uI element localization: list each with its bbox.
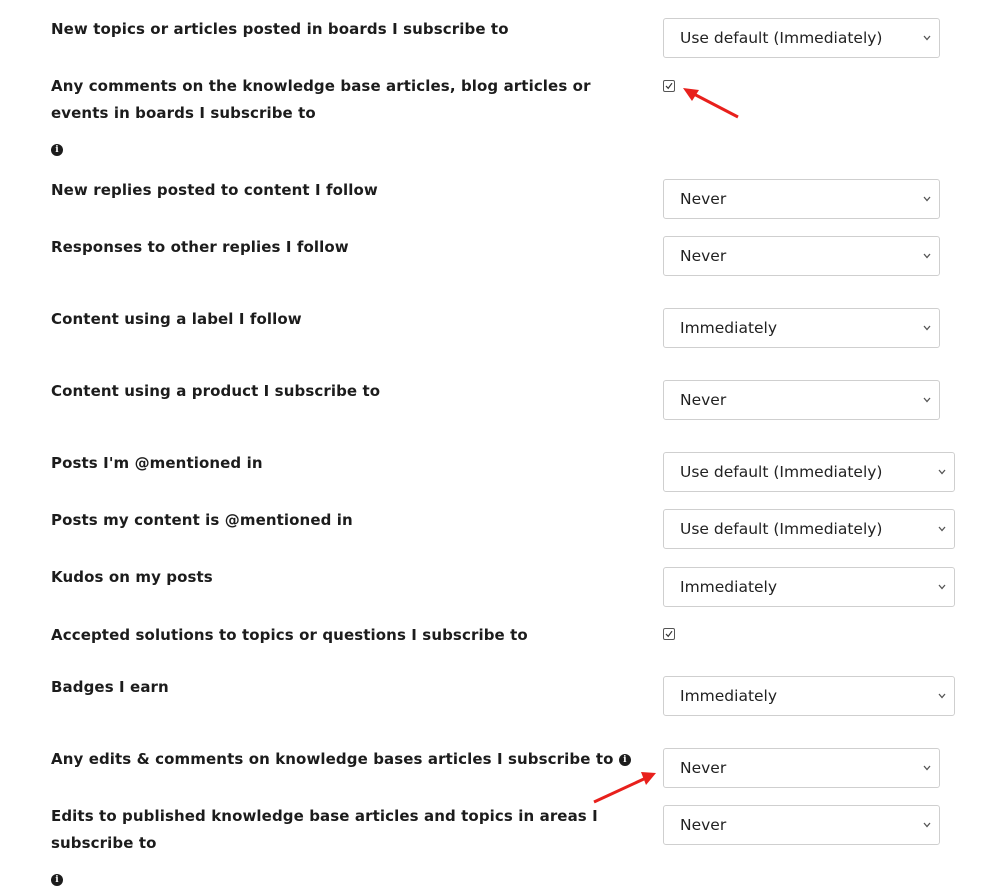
- kb-comments-label: [51, 73, 591, 127]
- kudos-label: Kudos on my posts: [51, 568, 213, 586]
- accepted-solutions-label: Accepted solutions to topics or questions I subscribe to: [51, 626, 528, 644]
- new-replies-select-value: Never: [680, 190, 727, 208]
- published-edits-label-line1: Edits to published knowledge base articles and topics in areas I: [51, 807, 598, 825]
- kb-comments-checkbox[interactable]: [663, 80, 675, 92]
- kb-edits-select-value: Never: [680, 759, 727, 777]
- chevron-down-icon: [923, 35, 931, 41]
- chevron-down-icon: [938, 584, 946, 590]
- chevron-down-icon: [923, 822, 931, 828]
- content-mentioned-label: Posts my content is @mentioned in: [51, 511, 353, 529]
- chevron-down-icon: [923, 196, 931, 202]
- chevron-down-icon: [923, 765, 931, 771]
- kb-edits-label: [51, 746, 631, 773]
- kb-comments-label-line2: events in boards I subscribe to: [51, 104, 316, 122]
- badges-label: Badges I earn: [51, 678, 169, 696]
- checkmark-icon: [665, 630, 673, 638]
- new-topics-select[interactable]: [663, 18, 940, 58]
- new-replies-select[interactable]: [663, 179, 940, 219]
- chevron-down-icon: [938, 469, 946, 475]
- responses-select-value: Never: [680, 247, 727, 265]
- red-arrow-annotation: [590, 770, 660, 806]
- product-label: Content using a product I subscribe to: [51, 382, 381, 400]
- chevron-down-icon: [923, 397, 931, 403]
- label-follow-select-value: Immediately: [680, 319, 778, 337]
- content-mentioned-select[interactable]: [663, 509, 955, 549]
- product-select-value: Never: [680, 391, 727, 409]
- chevron-down-icon: [938, 526, 946, 532]
- content-mentioned-select-value: Use default (Immediately): [680, 520, 883, 538]
- chevron-down-icon: [923, 253, 931, 259]
- new-topics-label: New topics or articles posted in boards I subscribe to: [51, 20, 509, 38]
- info-icon[interactable]: i: [51, 144, 63, 156]
- new-replies-label: New replies posted to content I follow: [51, 181, 378, 199]
- chevron-down-icon: [923, 325, 931, 331]
- chevron-down-icon: [938, 693, 946, 699]
- label-follow-label: Content using a label I follow: [51, 310, 302, 328]
- badges-select-value: Immediately: [680, 687, 778, 705]
- responses-select[interactable]: [663, 236, 940, 276]
- accepted-solutions-checkbox[interactable]: [663, 628, 675, 640]
- kb-edits-select[interactable]: [663, 748, 940, 788]
- info-icon[interactable]: i: [51, 874, 63, 886]
- published-edits-select[interactable]: [663, 805, 940, 845]
- badges-select[interactable]: [663, 676, 955, 716]
- kudos-select-value: Immediately: [680, 578, 778, 596]
- responses-label: Responses to other replies I follow: [51, 238, 349, 256]
- kb-comments-label-line1: Any comments on the knowledge base articles, blog articles or: [51, 77, 591, 95]
- published-edits-select-value: Never: [680, 816, 727, 834]
- info-icon[interactable]: i: [619, 754, 631, 766]
- checkmark-icon: [665, 82, 673, 90]
- label-follow-select[interactable]: [663, 308, 940, 348]
- published-edits-label-line2: subscribe to: [51, 834, 157, 852]
- red-arrow-annotation: [680, 82, 742, 122]
- new-topics-select-value: Use default (Immediately): [680, 29, 883, 47]
- kb-edits-label-text: Any edits & comments on knowledge bases articles I subscribe to: [51, 750, 614, 768]
- mentioned-label: Posts I'm @mentioned in: [51, 454, 263, 472]
- kudos-select[interactable]: [663, 567, 955, 607]
- mentioned-select-value: Use default (Immediately): [680, 463, 883, 481]
- product-select[interactable]: [663, 380, 940, 420]
- published-edits-label: [51, 803, 598, 857]
- mentioned-select[interactable]: [663, 452, 955, 492]
